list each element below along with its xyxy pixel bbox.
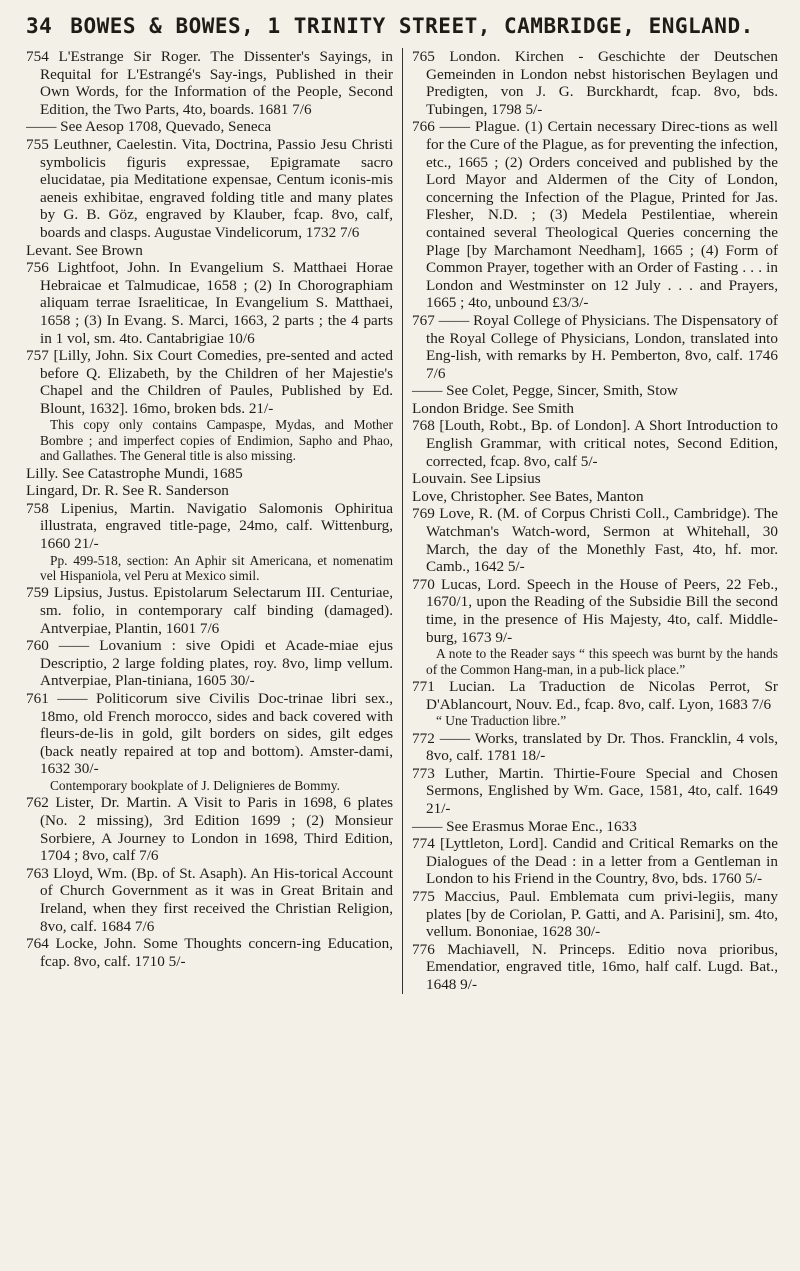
cross-reference: —— See Aesop 1708, Quevado, Seneca — [26, 118, 272, 136]
left-column — [26, 48, 402, 994]
cross-reference: —— See Erasmus Morae Enc., 1633 — [412, 817, 637, 835]
catalogue-entry: 774 [Lyttleton, Lord]. Candid and Critical Remarks on the Dialogues of the Dead : in a letter from a Gentleman in London to his Friend in the Country, 8vo, bds. 1760 5/- — [412, 835, 778, 888]
catalogue-entry: 761 —— Politicorum sive Civilis Doc-trinae libri sex., 18mo, old French morocco, sides and back covered with fleurs-de-lis in gold, gilt borders on sides, gilt edges (back neatly repaired at top and bottom). Amster-dami, 1632 30/- — [26, 690, 393, 778]
page-header — [26, 14, 778, 38]
catalogue-entry: 762 Lister, Dr. Martin. A Visit to Paris in 1698, 6 plates (No. 2 missing), 3rd Edition 1699 ; (2) Monsieur Sorbiere, A Journey to London in 1698, Third Edition, 1704 ; 8vo, calf 7/6 — [26, 794, 393, 865]
cross-reference: Lilly. See Catastrophe Mundi, 1685 — [26, 464, 243, 482]
catalogue-entry: 773 Luther, Martin. Thirtie-Foure Special and Chosen Sermons, Englished by Wm. Gace, 1581, 4to, calf. 1649 21/- — [412, 764, 778, 817]
catalogue-entry: 756 Lightfoot, John. In Evangelium S. Matthaei Horae Hebraicae et Talmudicae, 1658 ; (2) In Chorographiam aliquam terrae Israeliticae, In Evangelium S. Matthaei, 1658 ; (3) In Evang. S. Marci, 1663, 2 parts ; the 4 parts in 1 vol, sm. 4to. Cantabrigiae 10/6 — [26, 259, 393, 347]
catalogue-entry: 758 Lipenius, Martin. Navigatio Salomonis Ophiritua illustrata, engraved title-page, 24mo, calf. Wittenburg, 1660 21/- — [26, 499, 393, 553]
catalogue-entry: 759 Lipsius, Justus. Epistolarum Selectarum III. Centuriae, sm. folio, in contemporary calf binding (damaged). Antverpiae, Plantin, 1601 7/6 — [26, 584, 393, 637]
catalogue-entry: 768 [Louth, Robt., Bp. of London]. A Short Introduction to English Grammar, with critical notes, Second Edition, corrected, fcap. 8vo, calf 5/- — [412, 417, 778, 470]
cross-reference: Love, Christopher. See Bates, Manton — [412, 487, 644, 505]
catalogue-entry: 776 Machiavell, N. Princeps. Editio nova prioribus, Emendatior, engraved title, 16mo, half calf. Lugd. Bat., 1648 9/- — [412, 940, 778, 993]
catalogue-entry: 764 Locke, John. Some Thoughts concern-ing Education, fcap. 8vo, calf. 1710 5/- — [26, 935, 393, 970]
catalogue-entry: 775 Maccius, Paul. Emblemata cum privi-legiis, many plates [by de Coriolan, P. Gatti, and A. Parisini], sm. 4to, vellum. Bononiae, 1628 30/- — [412, 887, 778, 941]
entry-note: Pp. 499-518, section: An Aphir sit Americana, et nomenatim vel Hispaniola, vel Peru at Mexico simil. — [40, 552, 393, 584]
catalogue-entry: 757 [Lilly, John. Six Court Comedies, pre-sented and acted before Q. Elizabeth, by the Children of her Majestie's Chapel and the Children of Paules, Published by Ed. Blount, 1632]. 16mo, broken bds. 21/- — [26, 347, 393, 417]
cross-reference: London Bridge. See Smith — [412, 399, 574, 417]
catalogue-entry: 772 —— Works, translated by Dr. Thos. Francklin, 4 vols, 8vo, calf. 1781 18/- — [412, 729, 778, 765]
catalogue-entry: 755 Leuthner, Caelestin. Vita, Doctrina, Passio Jesu Christi symbolicis figuris expressae, Epigramate sacro elucidatae, pia Meditatione expensae, Centum iconis-mis aeneis exhibitae, engraved folding title and many plates by G. B. Göz, engraved by Klauber, fcap. 8vo, calf, boards and clasps. Augustae Vindelicorum, 1732 7/6 — [26, 135, 393, 241]
catalogue-entry: 771 Lucian. La Traduction de Nicolas Perrot, Sr D'Ablancourt, Nouv. Ed., fcap. 8vo, calf. Lyon, 1683 7/6 — [412, 678, 778, 713]
page-number: 34 — [26, 14, 53, 38]
entry-note: A note to the Reader says “ this speech was burnt by the hands of the Common Hang-man, in a pub-lick place.” — [426, 646, 778, 677]
catalogue-entry: 760 —— Lovanium : sive Opidi et Acade-miae ejus Descriptio, 2 large folding plates, roy. 8vo, limp vellum. Antverpiae, Plan-tiniana, 1605 30/- — [26, 637, 393, 690]
entry-note: This copy only contains Campaspe, Mydas, and Mother Bombre ; and imperfect copies of Endimion, Sapho and Phao, and Gallathes. The General title is also missing. — [40, 417, 393, 464]
catalogue-entry: 765 London. Kirchen - Geschichte der Deutschen Gemeinden in London nebst historischen Beylagen und Predigten, von J. G. Burckhardt, fcap. 8vo, bds. Tubingen, 1798 5/- — [412, 48, 778, 118]
catalogue-entry: 769 Love, R. (M. of Corpus Christi Coll., Cambridge). The Watchman's Watch-word, Sermon at Whitehall, 30 March, the day of the Monethly Fast, 4to, hf. mor. Camb., 1642 5/- — [412, 505, 778, 576]
cross-reference: —— See Colet, Pegge, Sincer, Smith, Stow — [412, 382, 679, 400]
catalogue-entry: 766 —— Plague. (1) Certain necessary Direc-tions as well for the Cure of the Plague, as for preventing the infection, etc., 1665 ; (2) Orders conceived and published by the Lord Mayor and Aldermen of the City of London, concerning the Infection of the Plague, Printed for Jas. Flesher, N.D. ; (3) Medela Pestilentiae, wherein contained several Theological Queries concerning the Plage [by Marchamont Needham], 1665 ; (4) Form of Common Prayer, together with an Order of Fasting . . . in London and Westminster on 12 July . . . and Prayers, 1665 ; 4to, unbound £3/3/- — [412, 118, 778, 312]
entry-note: Contemporary bookplate of J. Delignieres de Bommy. — [50, 778, 340, 793]
catalogue-entry: 763 Lloyd, Wm. (Bp. of St. Asaph). An His-torical Account of Church Government as it was in Great Britain and Ireland, when they first received the Christian Religion, 8vo, calf. 1684 7/6 — [26, 864, 393, 935]
right-column — [402, 48, 778, 994]
entry-note: “ Une Traduction libre.” — [436, 713, 567, 729]
cross-reference: Lingard, Dr. R. See R. Sanderson — [26, 482, 229, 500]
catalogue-entry: 754 L'Estrange Sir Roger. The Dissenter's Sayings, in Requital for L'Estrangé's Say-ings, Published in their Own Words, for the Information of the People, Second Edition, the Two Parts, 4to, boards. 1681 7/6 — [26, 48, 393, 118]
cross-reference: Louvain. See Lipsius — [412, 470, 541, 488]
cross-reference: Levant. See Brown — [26, 241, 143, 259]
running-title: BOWES & BOWES, 1 TRINITY STREET, CAMBRIDGE, ENGLAND. — [70, 14, 754, 38]
catalogue-entry: 767 —— Royal College of Physicians. The Dispensatory of the Royal College of Physicians, London, translated into Eng-lish, with remarks by H. Pemberton, 8vo, calf. 1746 7/6 — [412, 311, 778, 382]
catalogue-entry: 770 Lucas, Lord. Speech in the House of Peers, 22 Feb., 1670/1, upon the Reading of the Subsidie Bill the second time, in the presence of His Majesty, 4to, calf. Middle-burg, 1673 9/- — [412, 575, 778, 646]
two-column-body — [26, 48, 778, 994]
